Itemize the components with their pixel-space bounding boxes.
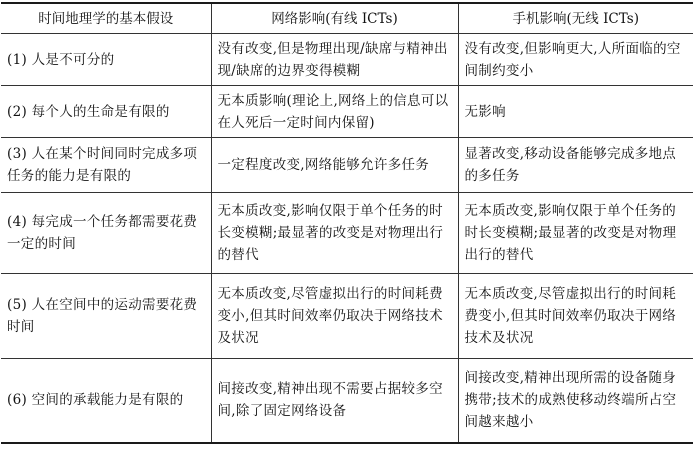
wired-impact-cell: 一定程度改变,网络能够允许多任务 [211, 138, 458, 193]
wired-impact-cell: 无本质改变,尽管虚拟出行的时间耗费变小,但其时间效率仍取决于网络技术及状况 [211, 274, 458, 359]
assumption-cell: (4) 每完成一个任务都需要花费一定的时间 [1, 193, 211, 274]
wired-impact-cell: 没有改变,但是物理出现/缺席与精神出现/缺席的边界变得模糊 [211, 34, 458, 86]
wireless-impact-cell: 显著改变,移动设备能够完成多地点的多任务 [458, 138, 693, 193]
table-row [1, 34, 693, 86]
wired-impact-cell: 无本质影响(理论上,网络上的信息可以在人死后一定时间内保留) [211, 86, 458, 138]
table-header [1, 3, 693, 34]
table-row [1, 86, 693, 138]
table-row [1, 359, 693, 443]
assumption-cell: (3) 人在某个时间同时完成多项任务的能力是有限的 [1, 138, 211, 193]
table-row [1, 138, 693, 193]
table-row [1, 274, 693, 359]
header-wired-impact: 网络影响(有线 ICTs) [211, 3, 458, 34]
header-assumption: 时间地理学的基本假设 [1, 3, 211, 34]
wired-impact-cell: 无本质改变,影响仅限于单个任务的时长变模糊;最显著的改变是对物理出行的替代 [211, 193, 458, 274]
assumption-cell: (1) 人是不可分的 [1, 34, 211, 86]
wireless-impact-cell: 间接改变,精神出现所需的设备随身携带;技术的成熟使移动终端所占空间越来越小 [464, 370, 677, 431]
wired-impact-cell: 间接改变,精神出现不需要占据较多空间,除了固定网络设备 [211, 359, 458, 443]
header-wireless-impact: 手机影响(无线 ICTs) [458, 3, 693, 34]
wireless-impact-cell: 无影响 [458, 86, 693, 138]
assumption-cell: (6) 空间的承载能力是有限的 [1, 359, 211, 443]
assumption-cell: (5) 人在空间中的运动需要花费时间 [1, 274, 211, 359]
table-body [1, 34, 693, 443]
assumptions-table [1, 2, 693, 444]
wireless-impact-cell: 无本质改变,影响仅限于单个任务的时长变模糊;最显著的改变是对物理出行的替代 [458, 193, 693, 274]
table-row [1, 193, 693, 274]
assumption-cell: (2) 每个人的生命是有限的 [1, 86, 211, 138]
header-row [1, 3, 693, 34]
wireless-impact-cell: 没有改变,但影响更大,人所面临的空间制约变小 [458, 34, 693, 86]
wireless-impact-cell: 无本质改变,尽管虚拟出行的时间耗费变小,但其时间效率仍取决于网络技术及状况 [458, 274, 693, 359]
